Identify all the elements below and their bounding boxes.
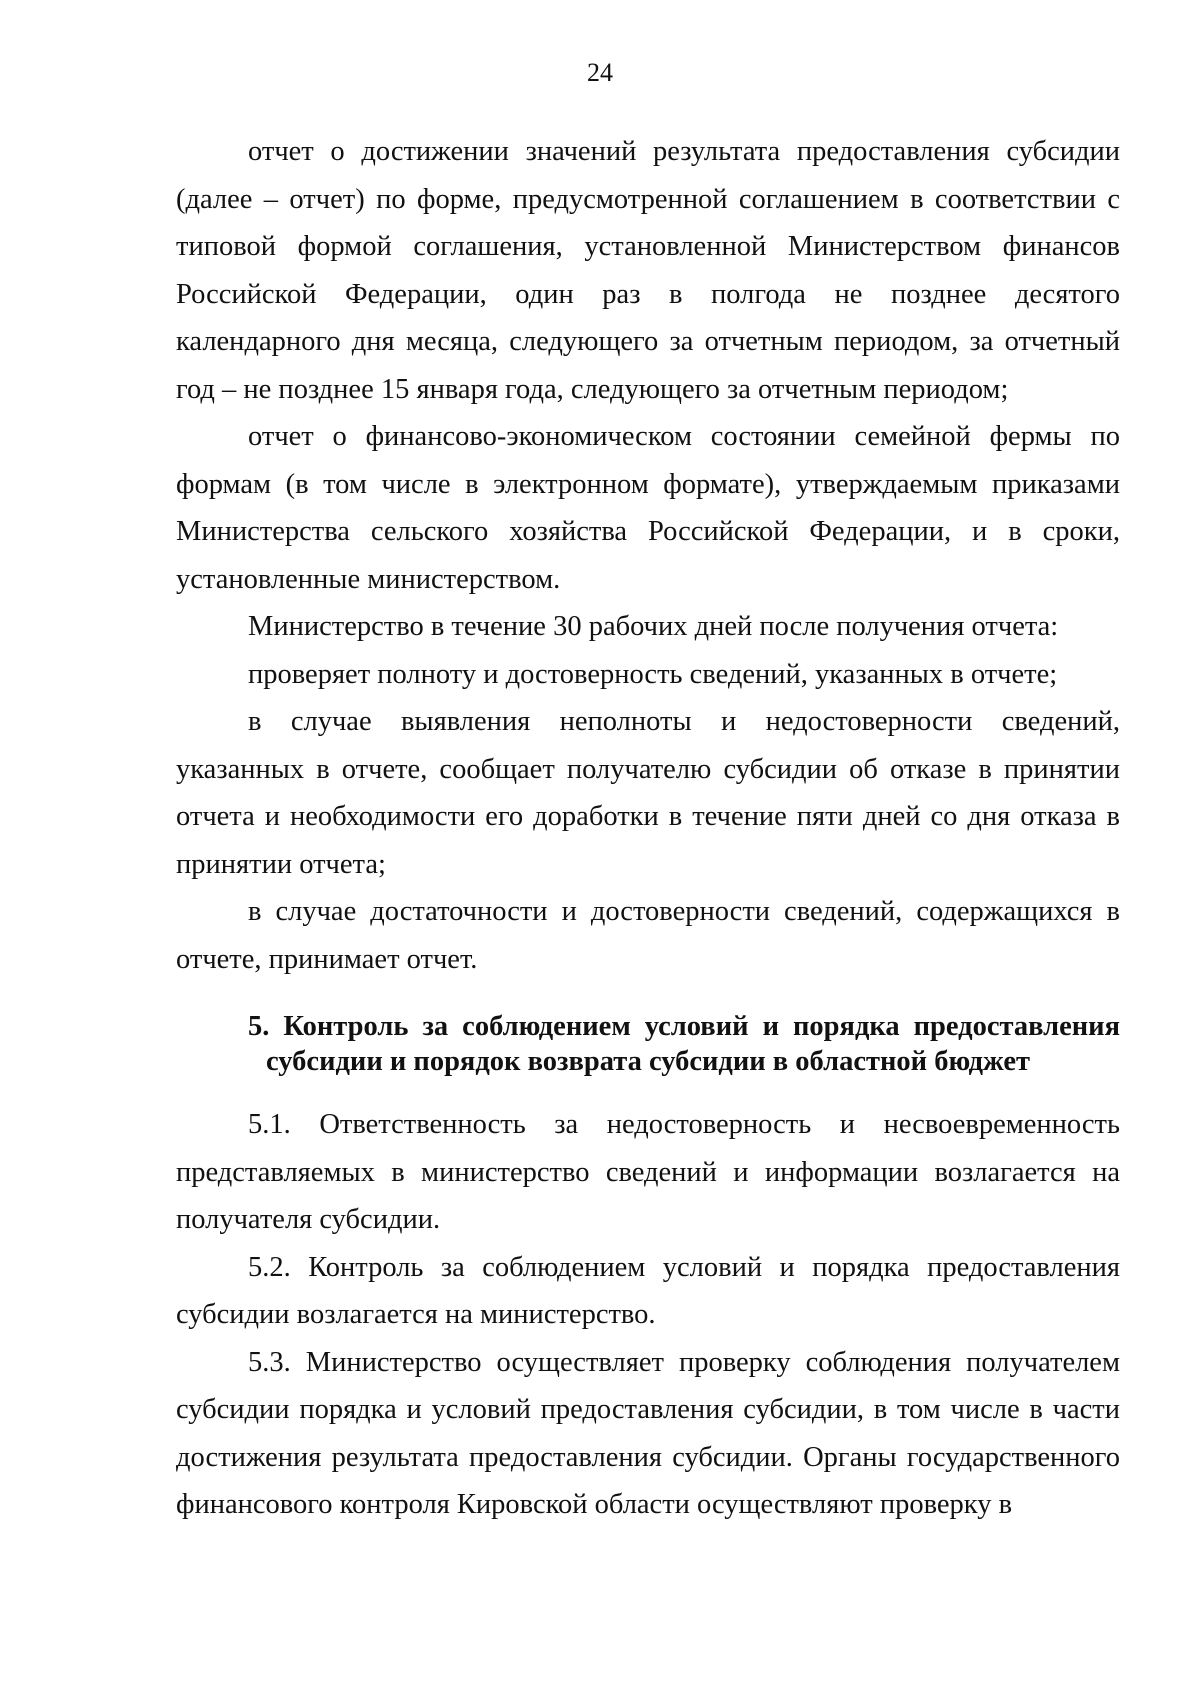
paragraph-5-3: 5.3. Министерство осуществляет проверку соблюдения получателем субсидии порядка и условий предоставления субсидии, в том числе в части достижения результата предоставления субсидии. Органы государственного финансового контроля Кировской области осуществляют проверку в	[176, 1346, 1120, 1520]
paragraph-report-on-results: отчет о достижении значений результата предоставления субсидии (далее – отчет) по форме, предусмотренной соглашением в соответствии с типовой формой соглашения, установленной Министерством финансов Российской Федерации, один раз в полгода не позднее десятого календарного дня месяца, следующего за отчетным периодом, за отчетный год – не позднее 15 января года, следующего за отчетным периодом;	[176, 136, 1120, 405]
section-5-heading	[176, 1009, 1120, 1079]
section-5-heading-line2: субсидии и порядок возврата субсидии в областной бюджет	[266, 1046, 1030, 1077]
paragraph-5-2: 5.2. Контроль за соблюдением условий и порядка предоставления субсидии возлагается на министерство.	[176, 1251, 1120, 1330]
paragraph-checks-completeness: проверяет полноту и достоверность сведений, указанных в отчете;	[248, 658, 1058, 690]
page-number: 24	[587, 58, 613, 87]
section-5-heading-line1: 5. Контроль за соблюдением условий и порядка предоставления	[248, 1011, 1120, 1042]
paragraph-5-1: 5.1. Ответственность за недостоверность и несвоевременность представляемых в министерство сведений и информации возлагается на получателя субсидии.	[176, 1109, 1120, 1235]
paragraph-ministry-review-period: Министерство в течение 30 рабочих дней после получения отчета:	[248, 611, 1059, 642]
paragraph-rejection-case: в случае выявления неполноты и недостоверности сведений, указанных в отчете, сообщает получателю субсидии об отказе в принятии отчета и необходимости его доработки в течение пяти дней со дня отказа в принятии отчета;	[176, 706, 1120, 880]
paragraph-financial-report: отчет о финансово-экономическом состоянии семейной фермы по формам (в том числе в электронном формате), утверждаемым приказами Министерства сельского хозяйства Российской Федерации, и в сроки, установленные министерством.	[176, 421, 1120, 595]
paragraph-acceptance-case: в случае достаточности и достоверности сведений, содержащихся в отчете, принимает отчет.	[176, 896, 1120, 975]
document-body	[176, 128, 1120, 1529]
